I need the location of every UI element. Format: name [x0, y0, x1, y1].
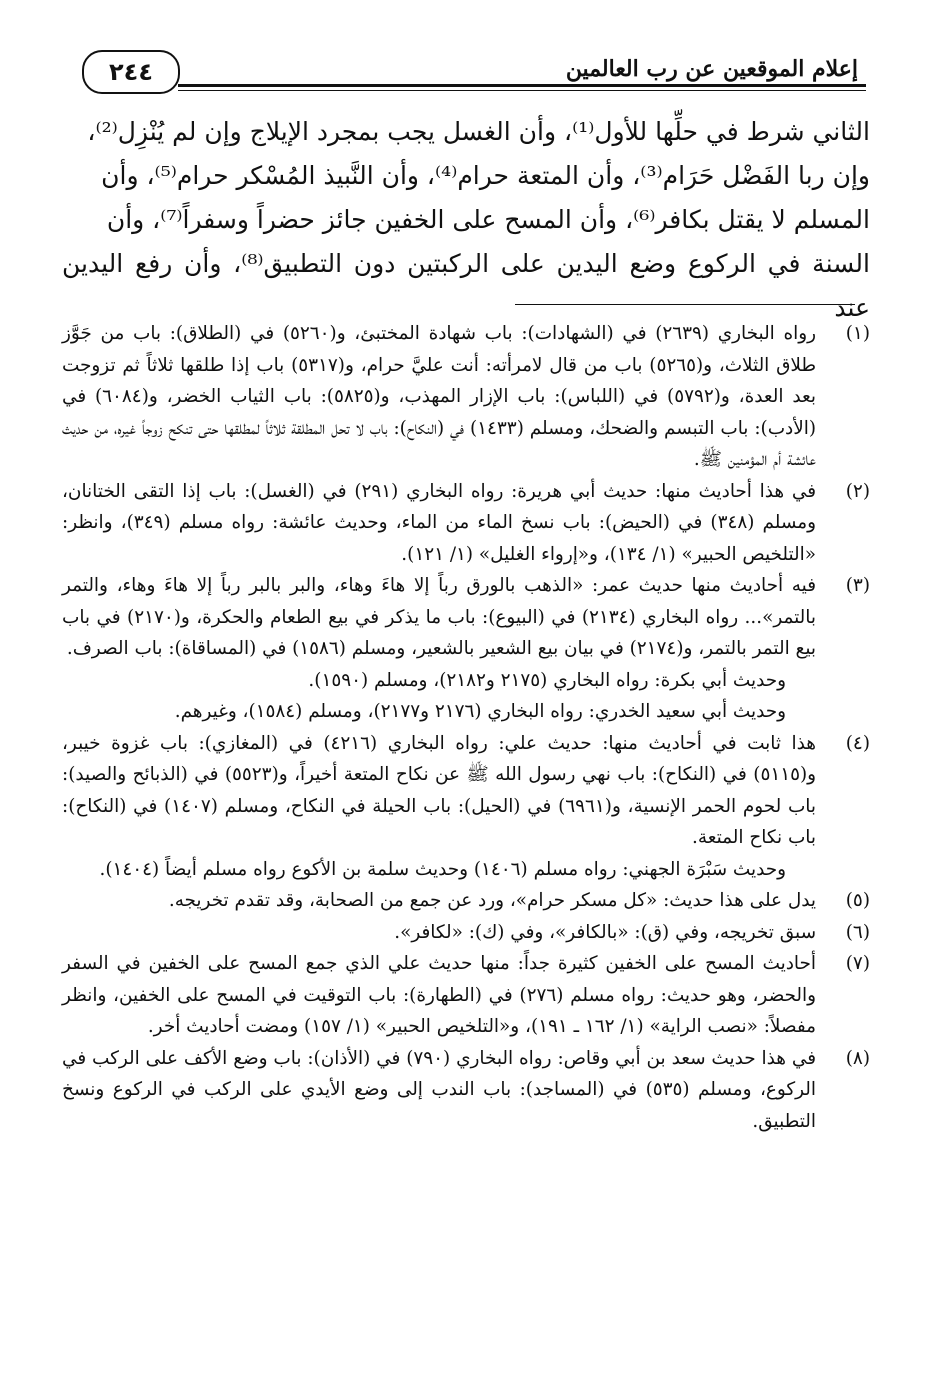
- page-number: ٢٤٤: [82, 50, 180, 94]
- footnote-number: (١): [845, 323, 870, 344]
- footnote-3: [62, 570, 870, 728]
- footnote-6: [62, 917, 870, 949]
- footnote-separator: [515, 304, 855, 305]
- footnote-text: يدل على هذا حديث: «كل مسكر حرام»، ورد عن جمع من الصحابة، وقد تقدم تخريجه.: [168, 890, 816, 911]
- header-rule: [178, 84, 866, 87]
- footnote-1: [62, 318, 870, 476]
- main-line: المسلم لا يقتل بكافر⁽⁶⁾، وأن المسح على الخفين جائز حضراً وسفراً⁽⁷⁾، وأن: [106, 205, 870, 234]
- footnote-4: [62, 728, 870, 886]
- footnotes: [62, 318, 870, 1137]
- footnote-number: (٢): [845, 480, 870, 502]
- footnote-text: سبق تخريجه، وفي (ق): «بالكافر»، وفي (ك): «لكافر».: [394, 921, 816, 943]
- footnote-number: (٥): [845, 890, 870, 911]
- running-title: إعلام الموقعين عن رب العالمين: [565, 56, 858, 82]
- footnote-text: في هذا حديث سعد بن أبي وقاص: رواه البخاري (٧٩٠) في (الأذان): باب وضع الأكف على الركب في الركوع، ومسلم (٥٣٥) في (المساجد): باب الندب إلى وضع الأيدي على الركب في الركوع ونسخ التطبيق.: [62, 1047, 817, 1132]
- main-line: وإن ربا الفَضْل حَرَام⁽³⁾، وأن المتعة حرام⁽⁴⁾، وأن النَّبيذ المُسْكر حرام⁽⁵⁾، وأن: [101, 161, 870, 190]
- header-rule-thin: [178, 90, 866, 91]
- footnote-2: [62, 476, 870, 571]
- main-line: السنة في الركوع وضع اليدين على الركبتين دون التطبيق⁽⁸⁾، وأن رفع اليدين عند: [62, 249, 870, 322]
- footnote-number: (٨): [845, 1047, 870, 1069]
- footnote-number: (٣): [845, 575, 870, 596]
- footnote-7: [62, 948, 870, 1043]
- footnote-5: [62, 885, 870, 917]
- page-header: [58, 48, 866, 102]
- footnote-text: هذا ثابت في أحاديث منها: حديث علي: رواه البخاري (٤٢١٦) في (المغازي): باب غزوة خيبر، و(٥١١٥) في (النكاح): باب نهي رسول الله ﷺ عن نكاح المتعة أخيراً، و(٥٥٢٣) في (الذبائح والصيد): باب لحوم الحمر الإنسية، و(٦٩٦١) في (الحيل): باب الحيلة في النكاح، ومسلم (١٤٠٧) في (النكاح): باب نكاح المتعة.: [62, 732, 817, 848]
- footnote-text: وحديث أبي بكرة: رواه البخاري (٢١٧٥ و٢١٨٢)، ومسلم (١٥٩٠).: [308, 669, 786, 691]
- footnote-text: وحديث سَبْرَة الجهني: رواه مسلم (١٤٠٦) وحديث سلمة بن الأكوع رواه مسلم أيضاً (١٤٠٤).: [99, 858, 786, 880]
- footnote-number: (٤): [845, 732, 870, 754]
- main-line: الثاني شرط في حلِّها للأول⁽¹⁾، وأن الغسل يجب بمجرد الإيلاج وإن لم يُنْزِل⁽²⁾،: [87, 117, 870, 146]
- footnote-text: رواه البخاري (٢٦٣٩) في (الشهادات): باب شهادة المختبئ، و(٥٢٦٠) في (الطلاق): باب من جَوَّز طلاق الثلاث، و(٥٢٦٥) باب من قال لامرأته: أنت عليَّ حرام، و(٥٣١٧) باب إذا طلقها ثلاثاً ثم تزوجت بعد العدة، و(٥٧٩٢) في (اللباس): باب الإزار المهذب، و(٥٨٢٥): باب الثياب الخضر، و(٦٠٨٤) في (الأدب): باب التبسم والضحك، ومسلم (١٤٣٣) في (النكاح): باب لا تحل المطلقة ثلاثاً لمطلقها حتى تنكح زوجاً غيره، من حديث عائشة أم المؤمنين ﷺ.: [62, 323, 817, 470]
- footnote-text: أحاديث المسح على الخفين كثيرة جداً: منها حديث علي الذي جمع المسح على الخفين في السفر والحضر، وهو حديث: رواه مسلم (٢٧٦) في (الطهارة): باب التوقيت في المسح على الخفين، وانظر مفصلاً: «نصب الراية» (١/ ١٦٢ ـ ١٩١)، و«التلخيص الحبير» (١/ ١٥٧) ومضت أحاديث أخر.: [62, 953, 816, 1037]
- footnote-number: (٧): [845, 953, 870, 974]
- footnote-text: وحديث أبي سعيد الخدري: رواه البخاري (٢١٧٦ و٢١٧٧)، ومسلم (١٥٨٤)، وغيرهم.: [174, 701, 786, 722]
- footnote-text: فيه أحاديث منها حديث عمر: «الذهب بالورق رباً إلا هاءَ وهاء، والبر بالبر رباً إلا هاءَ وهاء، والتمر بالتمر»... رواه البخاري (٢١٣٤) في (البيوع): باب ما يذكر في بيع الطعام والحكرة، و(٢١٧٠) في باب بيع التمر بالتمر، و(٢١٧٤) في بيان بيع الشعير بالشعير، ومسلم (١٥٨٦) في (المساقاة): باب الصرف.: [62, 575, 816, 659]
- footnote-number: (٦): [845, 921, 870, 943]
- main-text: [62, 110, 870, 330]
- footnote-8: [62, 1043, 870, 1138]
- footnote-text: في هذا أحاديث منها: حديث أبي هريرة: رواه البخاري (٢٩١) في (الغسل): باب إذا التقى الختانان، ومسلم (٣٤٨) في (الحيض): باب نسخ الماء من الماء، وحديث عائشة: رواه مسلم (٣٤٩)، وانظر: «التلخيص الحبير» (١/ ١٣٤)، و«إرواء الغليل» (١/ ١٢١).: [62, 480, 816, 565]
